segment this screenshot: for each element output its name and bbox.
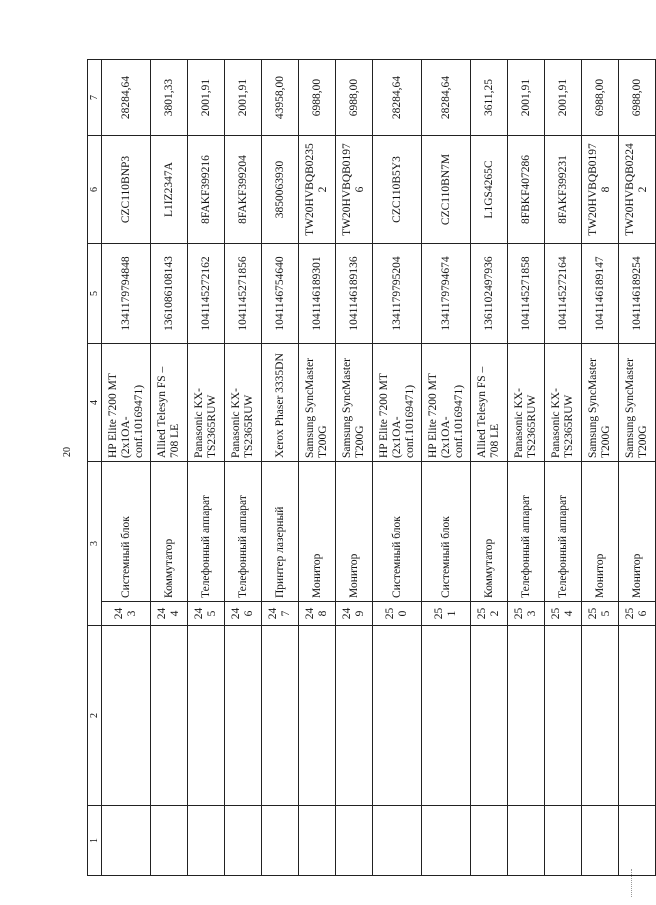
row-number-cell: 249 bbox=[336, 602, 373, 626]
blank-cell-col2 bbox=[619, 626, 656, 806]
inventory-number-cell: 1041146189147 bbox=[582, 244, 619, 344]
blank-cell-col2 bbox=[373, 626, 422, 806]
item-name-cell: Системный блок bbox=[102, 462, 151, 602]
row-number-cell: 246 bbox=[225, 602, 262, 626]
blank-cell-col1 bbox=[151, 806, 188, 876]
blank-cell-col2 bbox=[545, 626, 582, 806]
blank-cell-col1 bbox=[225, 806, 262, 876]
serial-number-cell: CZC110BNP3 bbox=[102, 136, 151, 244]
serial-number-cell: CZC110B5Y3 bbox=[373, 136, 422, 244]
blank-cell-col2 bbox=[508, 626, 545, 806]
row-number-cell: 248 bbox=[299, 602, 336, 626]
price-cell: 6988,00 bbox=[619, 60, 656, 136]
header-cell-col2: 2 bbox=[88, 626, 102, 806]
inventory-number-cell: 1361086108143 bbox=[151, 244, 188, 344]
table-row bbox=[471, 60, 508, 876]
inventory-number-cell: 1041145271858 bbox=[508, 244, 545, 344]
item-name-cell: Коммутатор bbox=[471, 462, 508, 602]
table-row bbox=[422, 60, 471, 876]
inventory-number-cell: 1341179794848 bbox=[102, 244, 151, 344]
blank-cell-col1 bbox=[188, 806, 225, 876]
item-name-cell: Системный блок bbox=[373, 462, 422, 602]
inventory-number-cell: 1041146189136 bbox=[336, 244, 373, 344]
header-cell-col6: 6 bbox=[88, 136, 102, 244]
price-cell: 2001,91 bbox=[545, 60, 582, 136]
blank-cell-col1 bbox=[336, 806, 373, 876]
header-cell-col5: 5 bbox=[88, 244, 102, 344]
page-number: 20 bbox=[62, 447, 73, 457]
inventory-table bbox=[87, 59, 656, 876]
price-cell: 43958,00 bbox=[262, 60, 299, 136]
item-name-cell: Телефонный аппарат bbox=[508, 462, 545, 602]
item-name-cell: Коммутатор bbox=[151, 462, 188, 602]
row-number-cell: 251 bbox=[422, 602, 471, 626]
row-number-cell: 254 bbox=[545, 602, 582, 626]
serial-number-cell: 8FBKF407286 bbox=[508, 136, 545, 244]
price-cell: 3611,25 bbox=[471, 60, 508, 136]
blank-cell-col2 bbox=[299, 626, 336, 806]
item-name-cell: Монитор bbox=[299, 462, 336, 602]
blank-cell-col2 bbox=[151, 626, 188, 806]
item-model-cell: Allied Telesyn FS – 708 LE bbox=[471, 344, 508, 462]
blank-cell-col1 bbox=[471, 806, 508, 876]
table-header-row bbox=[88, 60, 102, 876]
item-model-cell: Panasonic KX-TS2365RUW bbox=[188, 344, 225, 462]
table-row bbox=[336, 60, 373, 876]
item-model-cell: Samsung SyncMaster T200G bbox=[336, 344, 373, 462]
item-model-cell: HP Elite 7200 MT (2x1OA-conf.10169471) bbox=[422, 344, 471, 462]
item-model-cell: HP Elite 7200 MT (2x1OA-conf.10169471) bbox=[373, 344, 422, 462]
blank-cell-col2 bbox=[582, 626, 619, 806]
serial-number-cell: 8FAKF399231 bbox=[545, 136, 582, 244]
serial-number-cell: 8FAKF399204 bbox=[225, 136, 262, 244]
serial-number-cell: L1GS4265C bbox=[471, 136, 508, 244]
blank-cell-col1 bbox=[373, 806, 422, 876]
table-row bbox=[582, 60, 619, 876]
item-model-cell: Samsung SyncMaster T200G bbox=[582, 344, 619, 462]
item-name-cell: Принтер лазерный bbox=[262, 462, 299, 602]
row-number-cell: 255 bbox=[582, 602, 619, 626]
blank-cell-col2 bbox=[102, 626, 151, 806]
blank-cell-col1 bbox=[262, 806, 299, 876]
item-model-cell: Samsung SyncMaster T200G bbox=[299, 344, 336, 462]
blank-cell-col2 bbox=[471, 626, 508, 806]
item-name-cell: Монитор bbox=[619, 462, 656, 602]
blank-cell-col2 bbox=[188, 626, 225, 806]
price-cell: 2001,91 bbox=[188, 60, 225, 136]
price-cell: 2001,91 bbox=[225, 60, 262, 136]
table-row bbox=[545, 60, 582, 876]
serial-number-cell: 3850063930 bbox=[262, 136, 299, 244]
serial-number-cell: TW20HVBQB0197 8 bbox=[582, 136, 619, 244]
blank-cell-col1 bbox=[619, 806, 656, 876]
serial-number-cell: TW20HVBQB0224 2 bbox=[619, 136, 656, 244]
row-number-cell: 253 bbox=[508, 602, 545, 626]
serial-number-cell: TW20HVBQB0235 2 bbox=[299, 136, 336, 244]
blank-cell-col1 bbox=[582, 806, 619, 876]
inventory-number-cell: 1041146754640 bbox=[262, 244, 299, 344]
table-row bbox=[102, 60, 151, 876]
item-name-cell: Телефонный аппарат bbox=[545, 462, 582, 602]
inventory-number-cell: 1361102497936 bbox=[471, 244, 508, 344]
table-row bbox=[508, 60, 545, 876]
blank-cell-col2 bbox=[336, 626, 373, 806]
item-model-cell: Panasonic KX-TS2365RUW bbox=[545, 344, 582, 462]
item-model-cell: Allied Telesyn FS – 708 LE bbox=[151, 344, 188, 462]
row-number-cell: 244 bbox=[151, 602, 188, 626]
price-cell: 28284,64 bbox=[102, 60, 151, 136]
table-row bbox=[262, 60, 299, 876]
inventory-number-cell: 1341179794674 bbox=[422, 244, 471, 344]
item-name-cell: Телефонный аппарат bbox=[225, 462, 262, 602]
price-cell: 28284,64 bbox=[373, 60, 422, 136]
table-row bbox=[373, 60, 422, 876]
item-model-cell: Samsung SyncMaster T200G bbox=[619, 344, 656, 462]
inventory-number-cell: 1041146189301 bbox=[299, 244, 336, 344]
blank-cell-col2 bbox=[262, 626, 299, 806]
item-model-cell: Panasonic KX-TS2365RUW bbox=[225, 344, 262, 462]
blank-cell-col2 bbox=[225, 626, 262, 806]
serial-number-cell: L1IZ2347A bbox=[151, 136, 188, 244]
serial-number-cell: 8FAKF399216 bbox=[188, 136, 225, 244]
table-row bbox=[225, 60, 262, 876]
blank-cell-col2 bbox=[422, 626, 471, 806]
serial-number-cell: CZC110BN7M bbox=[422, 136, 471, 244]
header-cell-col4: 4 bbox=[88, 344, 102, 462]
inventory-number-cell: 1041145272164 bbox=[545, 244, 582, 344]
price-cell: 6988,00 bbox=[336, 60, 373, 136]
row-number-cell: 256 bbox=[619, 602, 656, 626]
row-number-cell: 245 bbox=[188, 602, 225, 626]
blank-cell-col1 bbox=[102, 806, 151, 876]
item-name-cell: Телефонный аппарат bbox=[188, 462, 225, 602]
blank-cell-col1 bbox=[299, 806, 336, 876]
table-row bbox=[188, 60, 225, 876]
price-cell: 6988,00 bbox=[299, 60, 336, 136]
inventory-number-cell: 1041145271856 bbox=[225, 244, 262, 344]
table-row bbox=[151, 60, 188, 876]
blank-cell-col1 bbox=[508, 806, 545, 876]
inventory-number-cell: 1341179795204 bbox=[373, 244, 422, 344]
rotated-table-frame bbox=[87, 60, 649, 876]
item-name-cell: Системный блок bbox=[422, 462, 471, 602]
table-row bbox=[619, 60, 656, 876]
row-number-cell: 243 bbox=[102, 602, 151, 626]
blank-cell-col1 bbox=[545, 806, 582, 876]
item-model-cell: HP Elite 7200 MT (2x1OA-conf.10169471) bbox=[102, 344, 151, 462]
table-row bbox=[299, 60, 336, 876]
row-number-cell: 250 bbox=[373, 602, 422, 626]
item-model-cell: Xerox Phaser 3335DN bbox=[262, 344, 299, 462]
header-cell-col1: 1 bbox=[88, 806, 102, 876]
price-cell: 2001,91 bbox=[508, 60, 545, 136]
inventory-number-cell: 1041145272162 bbox=[188, 244, 225, 344]
blank-cell-col1 bbox=[422, 806, 471, 876]
price-cell: 3801,33 bbox=[151, 60, 188, 136]
price-cell: 6988,00 bbox=[582, 60, 619, 136]
item-name-cell: Монитор bbox=[582, 462, 619, 602]
header-cell-col7: 7 bbox=[88, 60, 102, 136]
item-name-cell: Монитор bbox=[336, 462, 373, 602]
inventory-number-cell: 1041146189254 bbox=[619, 244, 656, 344]
row-number-cell: 247 bbox=[262, 602, 299, 626]
header-cell-col3: 3 bbox=[88, 462, 102, 626]
scan-edge-mark bbox=[631, 869, 638, 897]
price-cell: 28284,64 bbox=[422, 60, 471, 136]
item-model-cell: Panasonic KX-TS2365RUW bbox=[508, 344, 545, 462]
serial-number-cell: TW20HVBQB0197 6 bbox=[336, 136, 373, 244]
row-number-cell: 252 bbox=[471, 602, 508, 626]
